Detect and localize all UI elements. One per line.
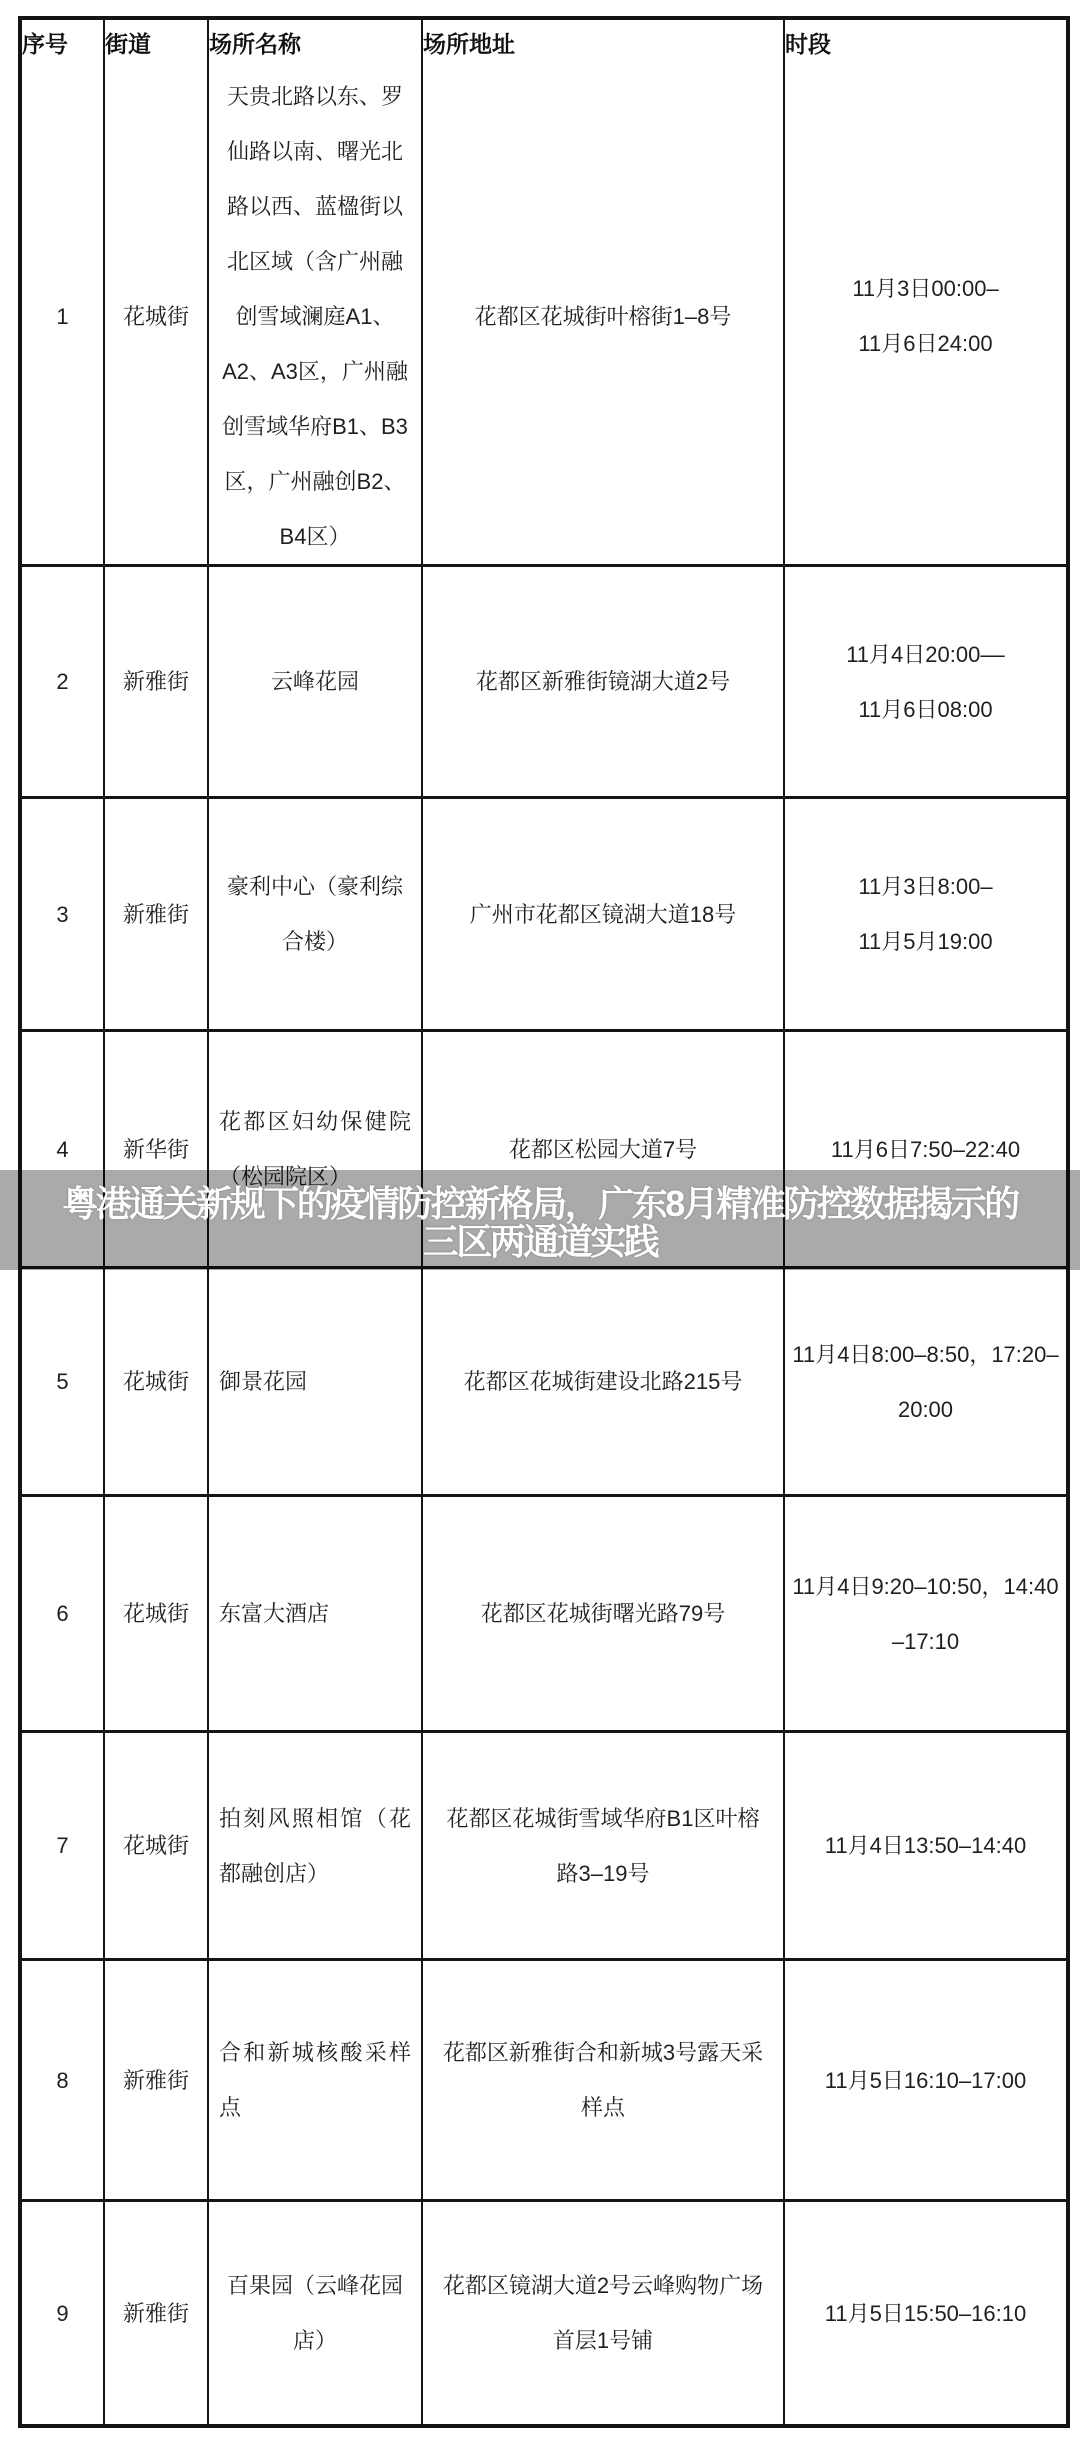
header-cell-address <box>423 20 785 68</box>
cell-address-text: 花都区花城街叶榕街1–8号 <box>474 303 732 329</box>
cell-name <box>209 799 423 1029</box>
cell-time <box>785 1961 1066 2199</box>
cell-no-text: 4 <box>56 1136 69 1162</box>
cell-no <box>22 68 105 564</box>
header-cell-street <box>105 20 209 68</box>
overlay-title-line-1: 粤港通关新规下的疫情防控新格局，广东8月精准防控数据揭示的 <box>62 1183 1018 1224</box>
cell-name-text: 拍刻风照相馆（花都融创店） <box>219 1805 411 1886</box>
cell-address-text: 花都区镜湖大道2号云峰购物广场首层1号铺 <box>442 2273 764 2353</box>
table-row <box>22 1494 1066 1730</box>
table-row <box>22 2199 1066 2424</box>
header-label-no: 序号 <box>22 31 68 57</box>
cell-street <box>105 1961 209 2199</box>
cell-no-text: 5 <box>56 1369 69 1394</box>
cell-time-lines <box>785 1122 1066 1177</box>
cell-name <box>209 68 423 564</box>
table-header-row <box>22 20 1066 68</box>
cell-time-lines <box>785 1327 1066 1437</box>
cell-name-text: 御景花园 <box>219 1369 308 1394</box>
cell-street <box>105 1733 209 1958</box>
cell-time-lines <box>785 1818 1066 1873</box>
cell-address-text: 花都区花城街曙光路79号 <box>480 1601 726 1626</box>
cell-street-text: 新雅街 <box>122 669 189 694</box>
cell-street-text: 花城街 <box>122 303 189 329</box>
time-line: 11月5月19:00 <box>858 929 993 954</box>
cell-no <box>22 1497 105 1730</box>
cell-address <box>423 1961 785 2199</box>
overlay-title-line-2: 三区两通道实践 <box>422 1221 658 1262</box>
cell-street-text: 花城街 <box>122 1601 189 1626</box>
cell-street <box>105 567 209 796</box>
cell-street <box>105 2202 209 2424</box>
cell-name-text: 豪利中心（豪利综合楼） <box>226 874 403 954</box>
cell-no-text: 9 <box>56 2300 69 2326</box>
cell-no-text: 6 <box>56 1601 69 1626</box>
cell-street-text: 新雅街 <box>122 2300 189 2326</box>
cell-time <box>785 2202 1066 2424</box>
cell-time <box>785 1497 1066 1730</box>
cell-address-text: 花都区松园大道7号 <box>508 1136 698 1162</box>
cell-time-lines <box>785 261 1066 371</box>
cell-address <box>423 567 785 796</box>
cell-name-text: 天贵北路以东、罗仙路以南、曙光北路以西、蓝楹街以北区域（含广州融创雪域澜庭A1、A2、A3区，广州融创雪域华府B1、B3区，广州融创B2、B4区） <box>222 83 408 549</box>
cell-name-text: 东富大酒店 <box>219 1601 330 1626</box>
cell-no <box>22 1961 105 2199</box>
cell-time-lines <box>785 2053 1066 2108</box>
cell-time <box>785 1733 1066 1958</box>
cell-no-text: 8 <box>56 2067 69 2093</box>
cell-time <box>785 799 1066 1029</box>
table-row <box>22 796 1066 1029</box>
cell-street <box>105 799 209 1029</box>
header-label-name: 场所名称 <box>209 31 301 57</box>
cell-street-text: 花城街 <box>122 1833 189 1858</box>
header-label-time: 时段 <box>785 31 831 57</box>
header-cell-no <box>22 20 105 68</box>
cell-time-lines <box>785 627 1066 737</box>
cell-name-text: 云峰花园 <box>270 669 359 694</box>
cell-address <box>423 799 785 1029</box>
table-row <box>22 1958 1066 2199</box>
cell-street <box>105 1497 209 1730</box>
cell-name <box>209 1733 423 1958</box>
time-line: 11月5日15:50–16:10 <box>824 2300 1027 2326</box>
cell-address <box>423 1733 785 1958</box>
cell-no-text: 7 <box>56 1833 69 1858</box>
cell-street-text: 新华街 <box>122 1136 189 1162</box>
cell-no <box>22 1269 105 1494</box>
cell-no-text: 1 <box>56 303 69 329</box>
cell-address <box>423 2202 785 2424</box>
time-line: 11月6日08:00 <box>858 696 993 722</box>
cell-no <box>22 567 105 796</box>
cell-name <box>209 1269 423 1494</box>
cell-address-text: 花都区花城街雪域华府B1区叶榕路3–19号 <box>446 1805 760 1886</box>
cell-address <box>423 1497 785 1730</box>
cell-time <box>785 1269 1066 1494</box>
cell-name-text: 合和新城核酸采样点 <box>219 2040 411 2120</box>
cell-street <box>105 68 209 564</box>
cell-street-text: 新雅街 <box>122 901 189 927</box>
title-overlay <box>0 1170 1080 1270</box>
time-line: 11月3日00:00– <box>852 276 999 301</box>
header-cell-time <box>785 20 1066 68</box>
time-line: 11月5日16:10–17:00 <box>824 2067 1027 2093</box>
cell-street <box>105 1269 209 1494</box>
table-row <box>22 68 1066 564</box>
cell-address-text: 花都区新雅街合和新城3号露天采样点 <box>442 2040 764 2120</box>
cell-time <box>785 567 1066 796</box>
cell-address-text: 花都区新雅街镜湖大道2号 <box>475 669 731 694</box>
cell-address <box>423 68 785 564</box>
header-label-address: 场所地址 <box>423 31 515 57</box>
cell-address-text: 广州市花都区镜湖大道18号 <box>469 901 737 927</box>
cell-no-text: 2 <box>56 669 69 694</box>
cell-no-text: 3 <box>56 901 69 927</box>
time-line: –17:10 <box>891 1628 960 1654</box>
cell-address <box>423 1269 785 1494</box>
time-line: 11月4日8:00–8:50，17:20– <box>792 1341 1059 1367</box>
cell-street-text: 花城街 <box>122 1369 189 1394</box>
cell-no <box>22 799 105 1029</box>
table-row <box>22 1266 1066 1494</box>
cell-time-lines <box>785 2286 1066 2341</box>
cell-name-text: 花都区妇幼保健院（松园院区） <box>219 1109 411 1189</box>
header-label-street: 街道 <box>105 31 151 57</box>
time-line: 11月4日9:20–10:50，14:40 <box>792 1573 1059 1599</box>
cell-name <box>209 1497 423 1730</box>
cell-street-text: 新雅街 <box>122 2067 189 2093</box>
table-row <box>22 564 1066 796</box>
time-line: 11月6日24:00 <box>858 331 993 356</box>
table-row <box>22 1730 1066 1958</box>
time-line: 20:00 <box>897 1396 954 1422</box>
header-cell-name <box>209 20 423 68</box>
time-line: 11月6日7:50–22:40 <box>830 1136 1021 1162</box>
cell-name-text: 百果园（云峰花园店） <box>226 2273 403 2353</box>
cell-name <box>209 2202 423 2424</box>
time-line: 11月4日20:00–– <box>846 641 1005 667</box>
cell-name <box>209 1961 423 2199</box>
cell-no <box>22 1733 105 1958</box>
cell-time-lines <box>785 1559 1066 1669</box>
cell-time <box>785 68 1066 564</box>
time-line: 11月3日8:00– <box>858 874 993 899</box>
cell-no <box>22 2202 105 2424</box>
time-line: 11月4日13:50–14:40 <box>824 1833 1027 1858</box>
cell-address-text: 花都区花城街建设北路215号 <box>463 1369 743 1394</box>
cell-time-lines <box>785 859 1066 969</box>
cell-name <box>209 567 423 796</box>
